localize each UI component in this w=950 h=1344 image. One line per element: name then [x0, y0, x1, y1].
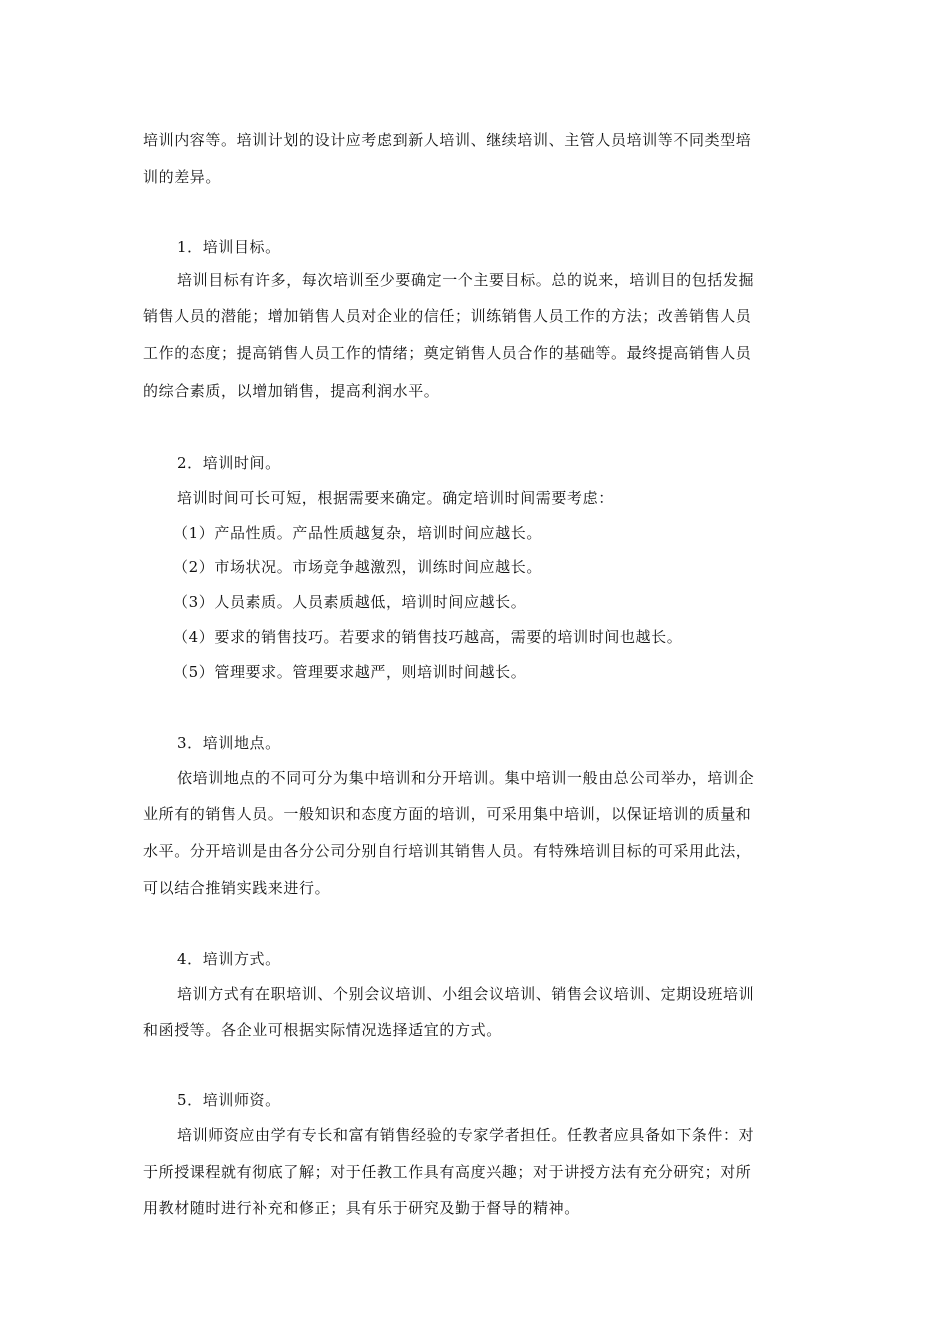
paragraph-line: 可以结合推销实践来进行。 [143, 879, 331, 897]
paragraph-line: 销售人员的潜能；增加销售人员对企业的信任；训练销售人员工作的方法；改善销售人员 [143, 307, 752, 325]
section-heading: 4．培训方式。 [177, 950, 281, 968]
paragraph-line: 培训师资应由学有专长和富有销售经验的专家学者担任。任教者应具备如下条件：对 [177, 1126, 755, 1144]
paragraph-line: 依培训地点的不同可分为集中培训和分开培训。集中培训一般由总公司举办，培训企 [177, 769, 755, 787]
section-heading: 5．培训师资。 [177, 1091, 281, 1109]
paragraph-line: 和函授等。各企业可根据实际情况选择适宜的方式。 [143, 1021, 502, 1039]
paragraph-line: 业所有的销售人员。一般知识和态度方面的培训，可采用集中培训，以保证培训的质量和 [143, 805, 752, 823]
paragraph-line: 工作的态度；提高销售人员工作的情绪；奠定销售人员合作的基础等。最终提高销售人员 [143, 344, 752, 362]
section-heading: 2．培训时间。 [177, 454, 281, 472]
paragraph-line: 用教材随时进行补充和修正；具有乐于研究及勤于督导的精神。 [143, 1199, 580, 1217]
intro-line: 训的差异。 [143, 168, 222, 186]
list-item: （1）产品性质。产品性质越复杂，培训时间应越长。 [173, 524, 542, 542]
list-item: （4）要求的销售技巧。若要求的销售技巧越高，需要的培训时间也越长。 [173, 628, 683, 646]
paragraph-line: 的综合素质，以增加销售，提高利润水平。 [143, 382, 440, 400]
paragraph-line: 培训时间可长可短，根据需要来确定。确定培训时间需要考虑： [177, 489, 614, 507]
paragraph-line: 培训方式有在职培训、个别会议培训、小组会议培训、销售会议培训、定期设班培训 [177, 985, 755, 1003]
paragraph-line: 于所授课程就有彻底了解；对于任教工作具有高度兴趣；对于讲授方法有充分研究；对所 [143, 1163, 752, 1181]
list-item: （3）人员素质。人员素质越低，培训时间应越长。 [173, 593, 527, 611]
section-heading: 1．培训目标。 [177, 238, 281, 256]
paragraph-line: 水平。分开培训是由各分公司分别自行培训其销售人员。有特殊培训目标的可采用此法， [143, 842, 752, 860]
list-item: （5）管理要求。管理要求越严，则培训时间越长。 [173, 663, 527, 681]
list-item: （2）市场状况。市场竞争越激烈，训练时间应越长。 [173, 558, 542, 576]
paragraph-line: 培训目标有许多，每次培训至少要确定一个主要目标。总的说来，培训目的包括发掘 [177, 271, 755, 289]
section-heading: 3．培训地点。 [177, 734, 281, 752]
intro-line: 培训内容等。培训计划的设计应考虑到新人培训、继续培训、主管人员培训等不同类型培 [143, 131, 752, 149]
